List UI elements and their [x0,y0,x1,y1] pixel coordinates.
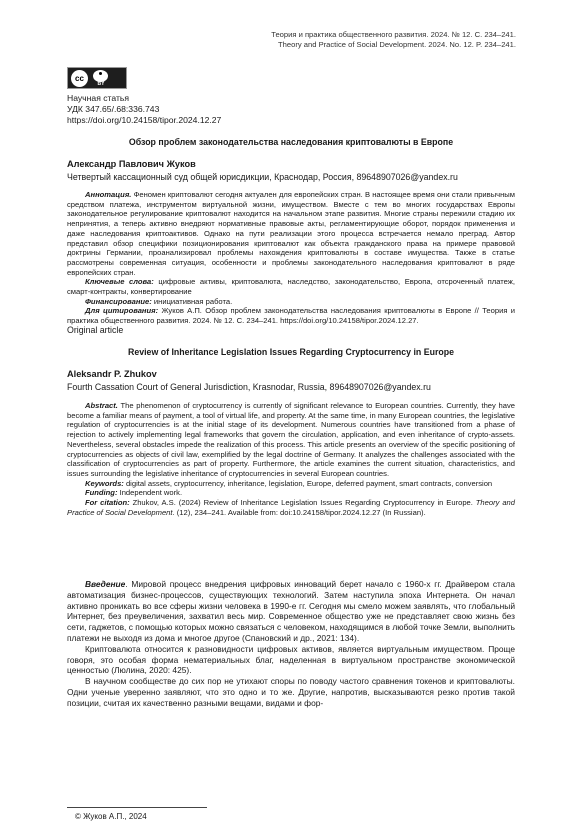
abstract-text-en: The phenomenon of cryptocurrency is currently of significant relevance to European countries. Currently, they have become a familiar means of payment, a tool of virtual life, and property. At the same time, in many European countries, the legislative regulation of cryptocurrencies is at the initial stage of its development. Numerous countries have transitioned from a phase of rejection to actively implementing legal frameworks that govern the circulation, application, and even inheritance of crypto-assets. Nevertheless, several obstacles impede the realization of this process. This article presents an overview of the specific positioning of cryptocurrencies as objects of civil law, exemplified by the legal doctrine of Germany. It analyzes the challenges associated with the classification of cryptocurrencies as part of property. Furthermore, the article examines the current situation, characteristics, and issues surrounding the legislative inheritance of cryptocurrencies in several European countries. [67,401,515,478]
footnote-divider [67,807,207,808]
copyright-note: © Жуков А.П., 2024 [75,812,147,821]
abstract-label-ru: Аннотация. [85,190,132,199]
affiliation-en: Fourth Cassation Court of General Jurisdiction, Krasnodar, Russia, 89648907026@yandex.ru [67,382,431,392]
citation-en [67,498,515,517]
body-paragraph-1 [67,579,515,644]
keywords-text-en: digital assets, cryptocurrency, inheritance, legislation, Europe, deferred payment, smart contracts, conversion [123,478,493,488]
abstract-block-ru [67,190,515,326]
keywords-en [67,479,515,489]
funding-text-en: Independent work. [117,488,183,498]
citation-text-en-1: Zhukov, A.S. (2024) Review of Inheritance Legislation Issues Regarding Cryptocurrency in Europe. [129,498,476,508]
keywords-text-ru: цифровые активы, криптовалюта, наследство, законодательство, Европа, отсроченный платеж, смарт-контракты, конвертирование [67,277,515,297]
author-ru: Александр Павлович Жуков [67,159,196,169]
abstract-label-en: Abstract. [85,401,118,410]
citation-ru [67,306,515,325]
body-paragraph-3: В научном сообществе до сих пор не утихают споры по поводу частого сравнения токенов и криптовалюты. Одни ученые уверенно заявляют, что это одно и то же. Другие, напротив, высказываются резко против такой позиции, считая их качественно разными вещами, видами и фор- [67,676,515,708]
keywords-label-en: Keywords: [85,478,124,488]
keywords-label-ru: Ключевые слова: [85,277,154,287]
funding-label-en: Funding: [85,488,118,498]
funding-text-ru: инициативная работа. [151,296,233,306]
body-paragraph-1-text: . Мировой процесс внедрения цифровых инноваций берет начало с 1960-х гг. Драйвером стала автоматизация бизнес-процессов, существующих технологий. Затем наступила эпоха Интернета. Он начал активно проникать во все сферы жизни человека в 1990-е гг. Сегодня мы смело можем заявлять, что глобальный Интернет, без преувеличения, захватил весь мир. Современное общество уже не представляет свою жизнь без сети, гаджетов, с помощью которых можно связаться с человеком, находящимся в любой точке Земли, выполнить платежи не выходя из дома и многое другое (Спановский и др., 2021: 134). [67,579,515,643]
citation-text-ru: Жуков А.П. Обзор проблем законодательства наследования криптовалюты в Европе // Теория и практика общественного развития. 2024. № 12. С. 234–241. https://doi.org/10.24158/tipor.2024.12.27. [67,306,515,326]
journal-header [271,30,516,50]
affiliation-ru: Четвертый кассационный суд общей юрисдикции, Краснодар, Россия, 89648907026@yandex.ru [67,172,458,182]
abstract-ru [67,190,515,277]
title-en: Review of Inheritance Legislation Issues Regarding Cryptocurrency in Europe [127,347,455,357]
citation-label-ru: Для цитирования: [85,306,159,316]
citation-label-en: For citation: [85,498,130,508]
article-body [67,579,515,709]
abstract-block-en [67,401,515,517]
article-type-en: Original article [67,325,124,335]
author-en: Aleksandr P. Zhukov [67,369,157,379]
doi-link[interactable]: https://doi.org/10.24158/tipor.2024.12.27 [67,115,222,125]
cc-icon: cc [71,70,88,87]
udk-code: УДК 347.65/.68:336.743 [67,104,160,114]
title-ru: Обзор проблем законодательства наследования криптовалюты в Европе [128,137,454,147]
article-type-ru: Научная статья [67,93,130,103]
intro-label: Введение [85,579,126,589]
body-paragraph-2: Криптовалюта относится к разновидности цифровых активов, является виртуальным имуществом. Проще говоря, это особая форма нематериальных благ, наделенная в виртуальном пространстве экономической ценностью (Люлина, 2020: 425). [67,643,515,676]
article-meta [67,93,221,126]
by-label: BY [97,81,105,87]
funding-label-ru: Финансирование: [85,296,152,306]
journal-header-en: Theory and Practice of Social Development. 2024. No. 12. P. 234–241. [278,40,516,49]
journal-header-ru: Теория и практика общественного развития. 2024. № 12. С. 234–241. [271,30,516,39]
keywords-ru [67,277,515,296]
funding-ru [67,297,515,307]
citation-text-en-2: . (12), 234–241. Available from: doi:10.24158/tipor.2024.12.27 (In Russian). [172,507,426,517]
citation-journal-en: Theory and Practice of Social Development [67,498,515,517]
funding-en [67,488,515,498]
cc-by-license-icon[interactable] [67,67,127,89]
abstract-en [67,401,515,479]
abstract-text-ru: Феномен криптовалют сегодня актуален для европейских стран. В настоящее время они стали привычным средством платежа, инструментом виртуальной жизни, имуществом. Вместе с тем во многих государствах Европы законодательное регулирование криптовалют находится на начальном этапе развития. Многие страны пережили стадию их непринятия, а теперь активно внедряют нормативные правовые акты, регламентирующие оборот, порядок применения и даже наследования криптоактивов. Однако на пути реализации этого процесса встречается немало преград. Автор представил обзор специфики позиционирования криптовалют как объекта гражданского права на примере правовой доктрины Германии, проанализировал проблемы нахождения криптовалюты в составе имущества. Также в статье рассмотрены современная ситуация, особенности и проблемы законодательного наследования криптовалют в ряде европейских стран. [67,190,515,277]
